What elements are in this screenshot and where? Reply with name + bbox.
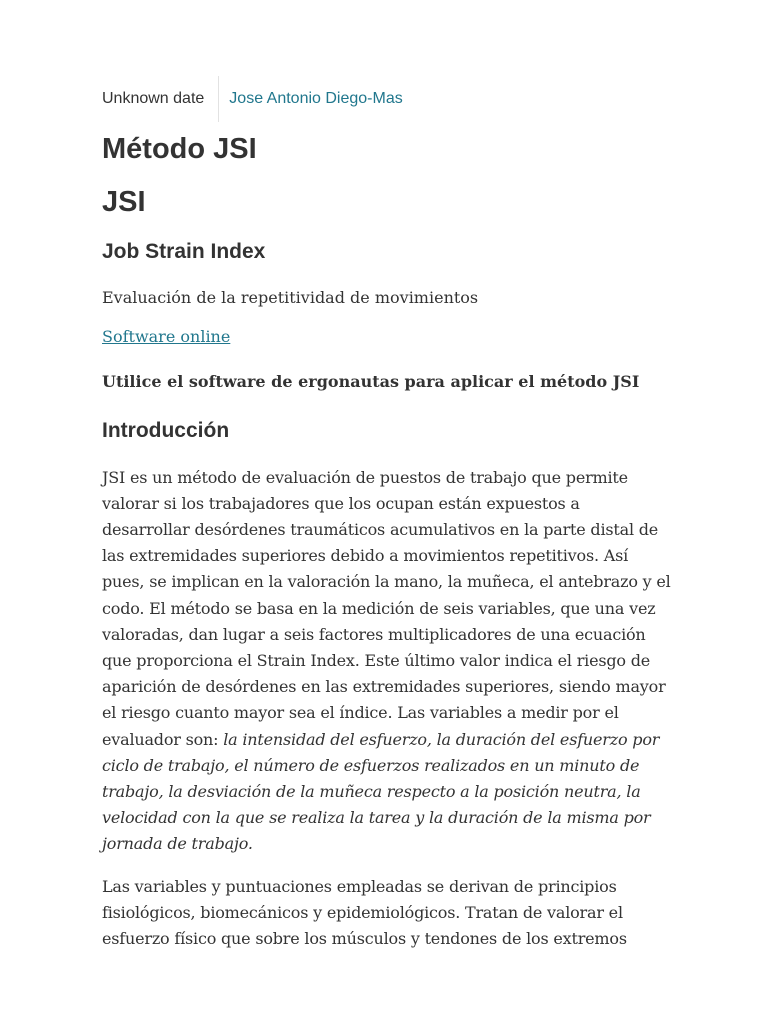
article-meta xyxy=(102,76,672,122)
page-title: Método JSI xyxy=(102,133,257,165)
author-link[interactable]: Jose Antonio Diego-Mas xyxy=(229,90,403,107)
software-note: Utilice el software de ergonautas para aplicar el método JSI xyxy=(102,371,640,391)
section-title-introduccion: Introducción xyxy=(102,418,230,442)
intro-paragraph-text: JSI es un método de evaluación de puestos de trabajo que permite valorar si los trabajadores que los ocupan están expuestos a desarrollar desórdenes traumáticos acumulativos en la parte distal de las extremidades superiores debido a movimientos repetitivos. Así pues, se implican en la valoración la mano, la muñeca, el antebrazo y el codo. El método se basa en la medición de seis variables, que una vez valoradas, dan lugar a seis factores multiplicadores de una ecuación que proporciona el Strain Index. Este último valor indica el riesgo de aparición de desórdenes en las extremidades superiores, siendo mayor el riesgo cuanto mayor sea el índice. Las variables a medir por el evaluador son: xyxy=(102,467,671,749)
method-heading: Job Strain Index xyxy=(102,239,266,263)
software-online-link[interactable]: Software online xyxy=(102,326,231,346)
tagline: Evaluación de la repetitividad de movimientos xyxy=(102,287,479,307)
second-paragraph: Las variables y puntuaciones empleadas se derivan de principios fisiológicos, biomecánicos y epidemiológicos. Tratan de valorar el esfuerzo físico que sobre los músculos y tendones de los extremos xyxy=(102,876,627,949)
intro-paragraph-variables: la intensidad del esfuerzo, la duración del esfuerzo por ciclo de trabajo, el número de esfuerzos realizados en un minuto de trabajo, la desviación de la muñeca respecto a la posición neutra, la velocidad con la que se realiza la tarea y la duración de la misma por jornada de trabajo. xyxy=(102,729,660,854)
publish-date: Unknown date xyxy=(102,90,205,107)
intro-paragraph xyxy=(102,465,672,858)
article xyxy=(102,76,672,952)
page-subtitle: JSI xyxy=(102,185,146,218)
